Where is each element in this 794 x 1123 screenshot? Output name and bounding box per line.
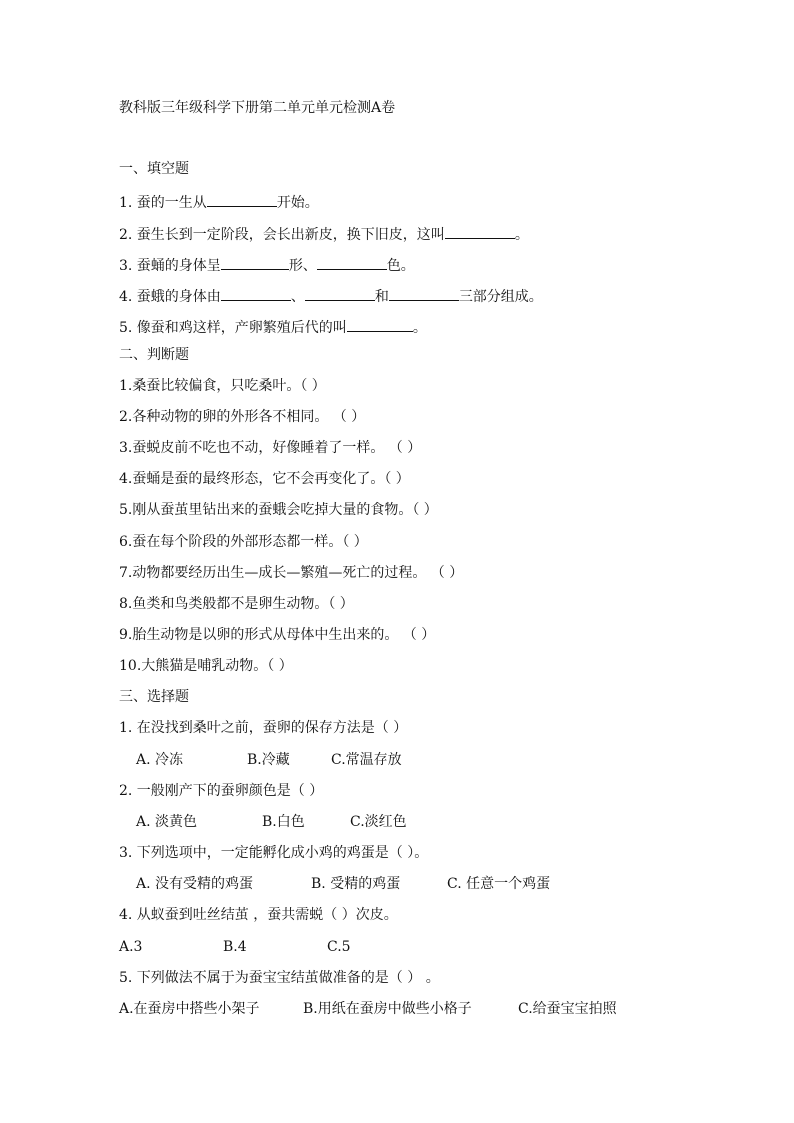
option-b[interactable]: B. 受精的鸡蛋 — [311, 876, 401, 892]
section-heading-true-false: 二、判断题 — [119, 347, 189, 363]
tf-question-10: 10.大熊猫是哺乳动物。（ ） — [119, 658, 293, 674]
fill-question-3 — [119, 254, 415, 275]
tf-question-7: 7.动物都要经历出生—成长—繁殖—死亡的过程。 （ ） — [119, 565, 464, 581]
option-a[interactable]: A. 没有受精的鸡蛋 — [136, 876, 254, 892]
mc-options-3 — [136, 875, 550, 893]
mc-options-5 — [119, 1000, 617, 1018]
option-c[interactable]: C. 任意一个鸡蛋 — [447, 876, 551, 892]
fill-question-1 — [119, 191, 319, 212]
answer-blank[interactable] — [221, 254, 289, 270]
option-a[interactable]: A. 淡黄色 — [136, 814, 198, 830]
section-heading-fill-blank: 一、填空题 — [119, 161, 189, 177]
question-text: 。 — [514, 227, 529, 243]
tf-question-6: 6.蚕在每个阶段的外部形态都一样。（ ） — [119, 534, 368, 550]
fill-question-5 — [119, 316, 427, 337]
section-heading-multiple-choice: 三、选择题 — [119, 689, 189, 705]
mc-question-4: 4. 从蚁蚕到吐丝结茧 ，蚕共需蜕（ ）次皮。 — [119, 907, 398, 923]
question-text: 三部分组成。 — [458, 289, 543, 305]
fill-question-4 — [119, 285, 543, 306]
tf-question-8: 8.鱼类和鸟类般都不是卵生动物。（ ） — [119, 596, 354, 612]
option-a[interactable]: A. 冷冻 — [136, 752, 184, 768]
question-text: 形、 — [288, 258, 317, 274]
option-b[interactable]: B.白色 — [262, 814, 305, 830]
question-text: 。 — [412, 320, 427, 336]
answer-blank[interactable] — [207, 191, 277, 207]
option-c[interactable]: C.淡红色 — [350, 814, 407, 830]
mc-options-1 — [136, 751, 402, 769]
question-text: 2. 蚕生长到一定阶段，会长出新皮，换下旧皮，这叫 — [119, 227, 445, 243]
answer-blank[interactable] — [221, 285, 291, 301]
tf-question-2: 2.各种动物的卵的外形各不相同。 （ ） — [119, 409, 366, 425]
option-c[interactable]: C.常温存放 — [331, 752, 402, 768]
tf-question-9: 9.胎生动物是以卵的形式从母体中生出来的。 （ ） — [119, 627, 436, 643]
question-text: 4. 蚕蛾的身体由 — [119, 289, 221, 305]
option-a[interactable]: A.在蚕房中搭些小架子 — [119, 1001, 260, 1017]
answer-blank[interactable] — [445, 223, 515, 239]
option-b[interactable]: B.用纸在蚕房中做些小格子 — [303, 1001, 472, 1017]
question-text: 色。 — [386, 258, 415, 274]
mc-question-2: 2. 一般刚产下的蚕卵颜色是（ ） — [119, 783, 324, 799]
mc-options-2 — [136, 813, 407, 831]
mc-options-4 — [119, 938, 351, 956]
answer-blank[interactable] — [317, 254, 387, 270]
option-b[interactable]: B.4 — [223, 939, 247, 955]
tf-question-4: 4.蚕蛹是蚕的最终形态，它不会再变化了。（ ） — [119, 471, 410, 487]
tf-question-5: 5.刚从蚕茧里钻出来的蚕蛾会吃掉大量的食物。（ ） — [119, 502, 438, 518]
answer-blank[interactable] — [305, 285, 375, 301]
option-a[interactable]: A.3 — [119, 939, 143, 955]
question-text: 、 — [290, 289, 305, 305]
question-text: 1. 蚕的一生从 — [119, 195, 207, 211]
option-b[interactable]: B.冷藏 — [247, 752, 290, 768]
answer-blank[interactable] — [389, 285, 459, 301]
tf-question-3: 3.蚕蜕皮前不吃也不动，好像睡着了一样。 （ ） — [119, 440, 422, 456]
question-text: 5. 像蚕和鸡这样，产卵繁殖后代的叫 — [119, 320, 347, 336]
page-title: 教科版三年级科学下册第二单元单元检测A卷 — [119, 100, 396, 116]
fill-question-2 — [119, 223, 529, 244]
mc-question-1: 1. 在没找到桑叶之前，蚕卵的保存方法是（ ） — [119, 720, 408, 736]
answer-blank[interactable] — [347, 316, 413, 332]
mc-question-3: 3. 下列选项中，一定能孵化成小鸡的鸡蛋是（ ）。 — [119, 845, 429, 861]
tf-question-1: 1.桑蚕比较偏食，只吃桑叶。（ ） — [119, 378, 326, 394]
question-text: 3. 蚕蛹的身体呈 — [119, 258, 221, 274]
mc-question-5: 5. 下列做法不属于为蚕宝宝结茧做准备的是（ ） 。 — [119, 970, 440, 986]
option-c[interactable]: C.5 — [327, 939, 351, 955]
option-c[interactable]: C.给蚕宝宝拍照 — [518, 1001, 617, 1017]
question-text: 和 — [374, 289, 389, 305]
question-text: 开始。 — [276, 195, 319, 211]
